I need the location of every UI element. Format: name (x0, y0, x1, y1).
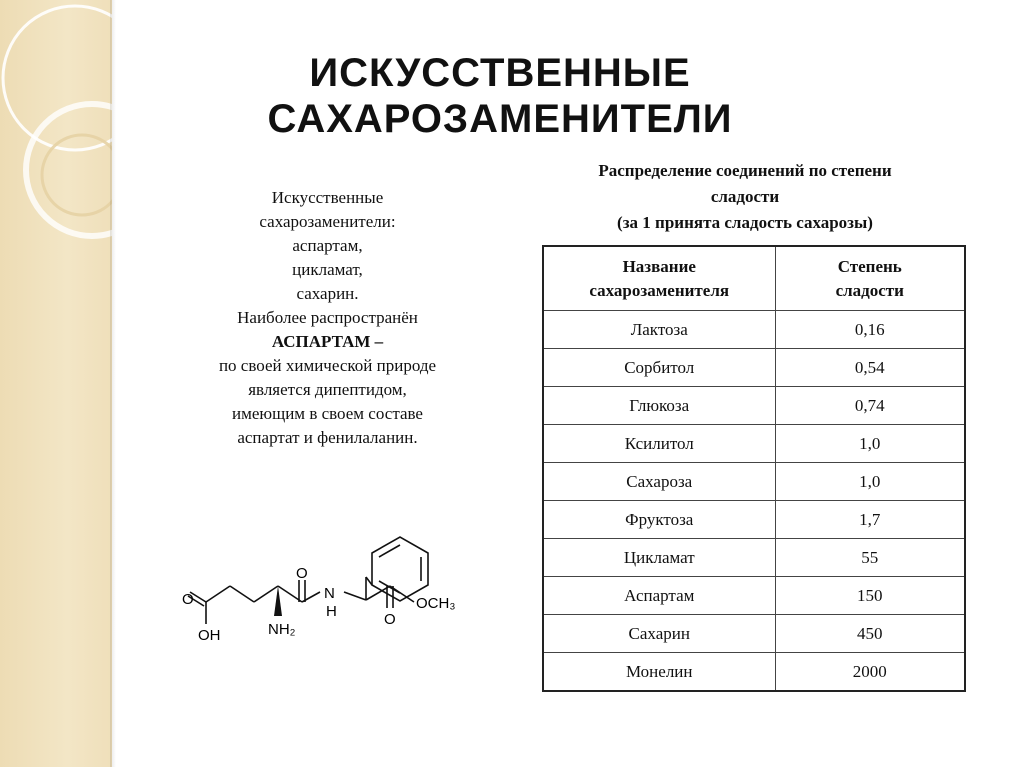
table-caption (530, 158, 960, 236)
sweetness-value: 55 (775, 539, 965, 577)
atom-o-ester: O (384, 611, 396, 628)
header-name (543, 246, 775, 311)
header-sweetness-line-2: сладости (835, 280, 904, 300)
description-line: сахарозаменители: (259, 212, 396, 231)
table-caption-line-1: Распределение соединений по степени (598, 161, 892, 180)
sweetener-name: Ксилитол (543, 425, 775, 463)
atom-nh2: NH₂ (268, 621, 296, 638)
aspartame-structure-diagram (170, 520, 490, 660)
stereo-wedge-nh2 (274, 586, 282, 616)
sweetener-name: Сахароза (543, 463, 775, 501)
slide-title (150, 50, 850, 142)
decorative-circles (0, 0, 112, 767)
atom-oh: OH (198, 627, 221, 644)
table-row (543, 387, 965, 425)
sweetness-value: 0,54 (775, 349, 965, 387)
atom-h-amide: H (326, 603, 337, 620)
sweetness-value: 450 (775, 615, 965, 653)
sweetener-name: Фруктоза (543, 501, 775, 539)
description-line: имеющим в своем составе (232, 404, 423, 423)
description-line: по своей химической природе (218, 356, 437, 375)
side-band-shadow (110, 0, 116, 767)
table-row (543, 349, 965, 387)
header-name-line-1: Название (622, 256, 696, 276)
atom-och3: OCH₃ (416, 595, 456, 612)
table-header-row (543, 246, 965, 311)
table-row (543, 653, 965, 692)
table-row (543, 615, 965, 653)
atom-n-amide: N (324, 585, 335, 602)
description-line: Наиболее распространён (237, 308, 418, 327)
sweetness-value: 1,0 (775, 463, 965, 501)
atom-o-amide: O (296, 565, 308, 582)
table-row (543, 311, 965, 349)
table-row (543, 501, 965, 539)
sweetness-value: 0,74 (775, 387, 965, 425)
header-name-line-2: сахарозаменителя (589, 280, 730, 300)
slide-title-line-1: ИСКУССТВЕННЫЕ (309, 51, 691, 95)
sweetness-value: 0,16 (775, 311, 965, 349)
decorative-side-band (0, 0, 112, 767)
sweetener-name: Лактоза (543, 311, 775, 349)
sweetener-name: Аспартам (543, 577, 775, 615)
sweetness-value: 1,7 (775, 501, 965, 539)
header-sweetness (775, 246, 965, 311)
sweetener-name: Сахарин (543, 615, 775, 653)
description-highlight: АСПАРТАМ – (271, 332, 384, 351)
sweetener-name: Цикламат (543, 539, 775, 577)
table-row (543, 463, 965, 501)
sweetener-name: Глюкоза (543, 387, 775, 425)
sweetness-value: 2000 (775, 653, 965, 692)
table-caption-line-3: (за 1 принята сладость сахарозы) (617, 213, 873, 232)
description-line: является дипептидом, (248, 380, 407, 399)
description-line: аспартам, (292, 236, 363, 255)
description-line: цикламат, (292, 260, 363, 279)
sweetness-value: 1,0 (775, 425, 965, 463)
header-sweetness-line-1: Степень (837, 256, 902, 276)
table-row (543, 425, 965, 463)
sweetener-name: Сорбитол (543, 349, 775, 387)
table-row (543, 577, 965, 615)
sweetness-value: 150 (775, 577, 965, 615)
description-line: сахарин. (296, 284, 359, 303)
sweetness-table (542, 245, 966, 692)
sweetener-name: Монелин (543, 653, 775, 692)
slide-title-line-2: САХАРОЗАМЕНИТЕЛИ (267, 97, 733, 141)
sweetener-description (150, 186, 505, 450)
table-caption-line-2: сладости (710, 187, 780, 206)
description-line: Искусственные (271, 188, 384, 207)
atom-o-carboxyl: O (182, 591, 194, 608)
description-line: аспартат и фенилаланин. (237, 428, 418, 447)
table-row (543, 539, 965, 577)
